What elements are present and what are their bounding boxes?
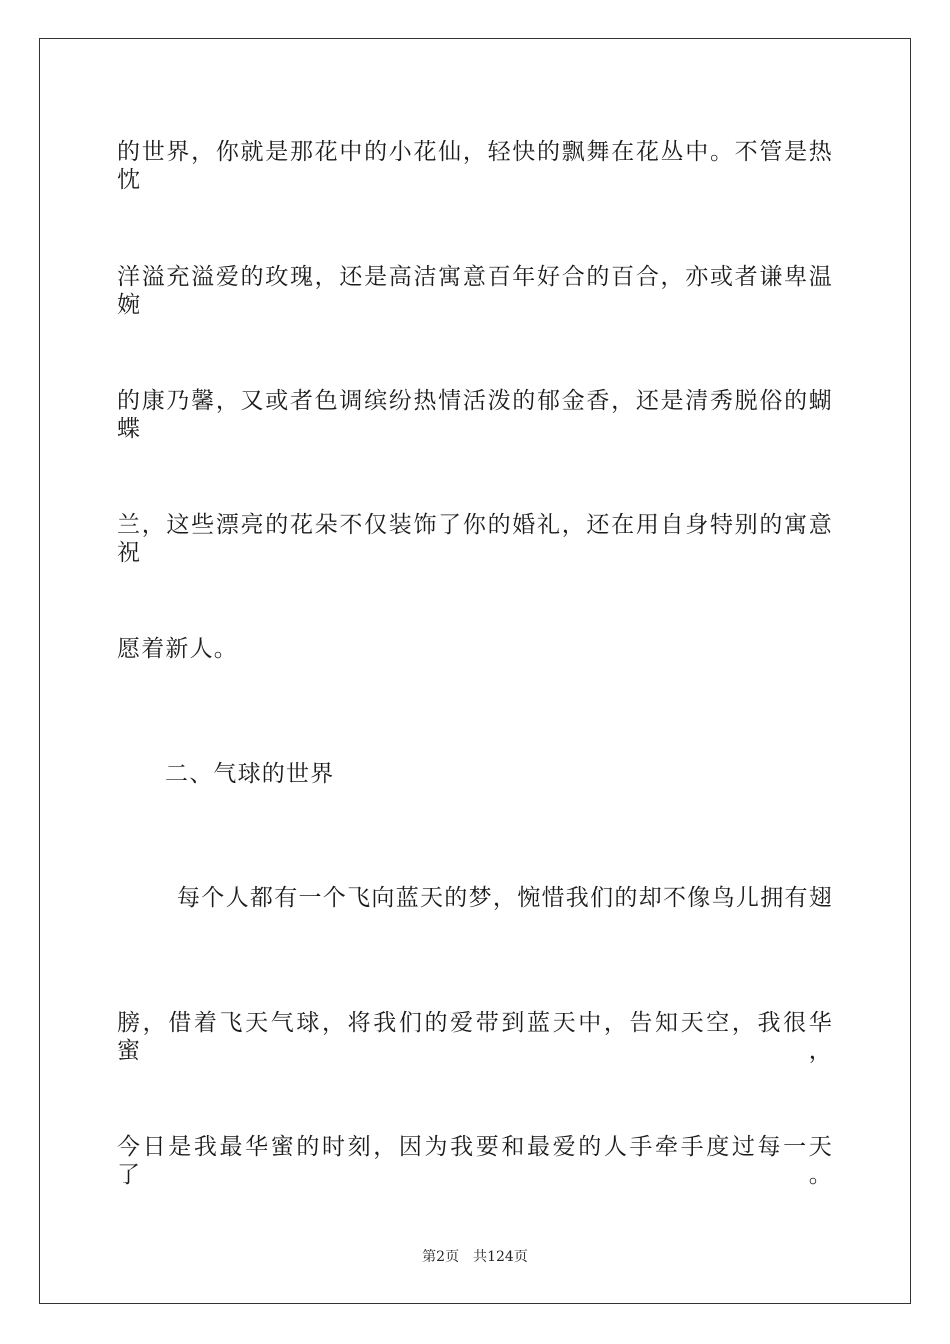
current-page-number: 第2页 <box>422 1249 460 1265</box>
body-text-line-2: 洋溢充溢爱的玫瑰，还是高洁寓意百年好合的百合，亦或者谦卑温婉 <box>117 264 833 318</box>
paragraph-line-2: 膀，借着飞天气球，将我们的爱带到蓝天中，告知天空，我很华蜜， <box>117 1010 833 1064</box>
paragraph-line-1: 每个人都有一个飞向蓝天的梦，惋惜我们的却不像鸟儿拥有翅 <box>177 885 833 911</box>
page-border <box>39 38 911 1304</box>
section-heading: 二、气球的世界 <box>165 761 335 787</box>
total-page-count: 共124页 <box>473 1249 528 1265</box>
body-text-line-5: 愿着新人。 <box>117 636 238 662</box>
body-text-line-1: 的世界，你就是那花中的小花仙，轻快的飘舞在花丛中。不管是热忱 <box>117 139 833 193</box>
body-text-line-4: 兰，这些漂亮的花朵不仅装饰了你的婚礼，还在用自身特别的寓意祝 <box>117 512 833 566</box>
page-footer <box>0 1248 950 1266</box>
body-text-line-3: 的康乃馨，又或者色调缤纷热情活泼的郁金香，还是清秀脱俗的蝴蝶 <box>117 388 833 442</box>
paragraph-line-3: 今日是我最华蜜的时刻，因为我要和最爱的人手牵手度过每一天了。 <box>117 1134 833 1188</box>
